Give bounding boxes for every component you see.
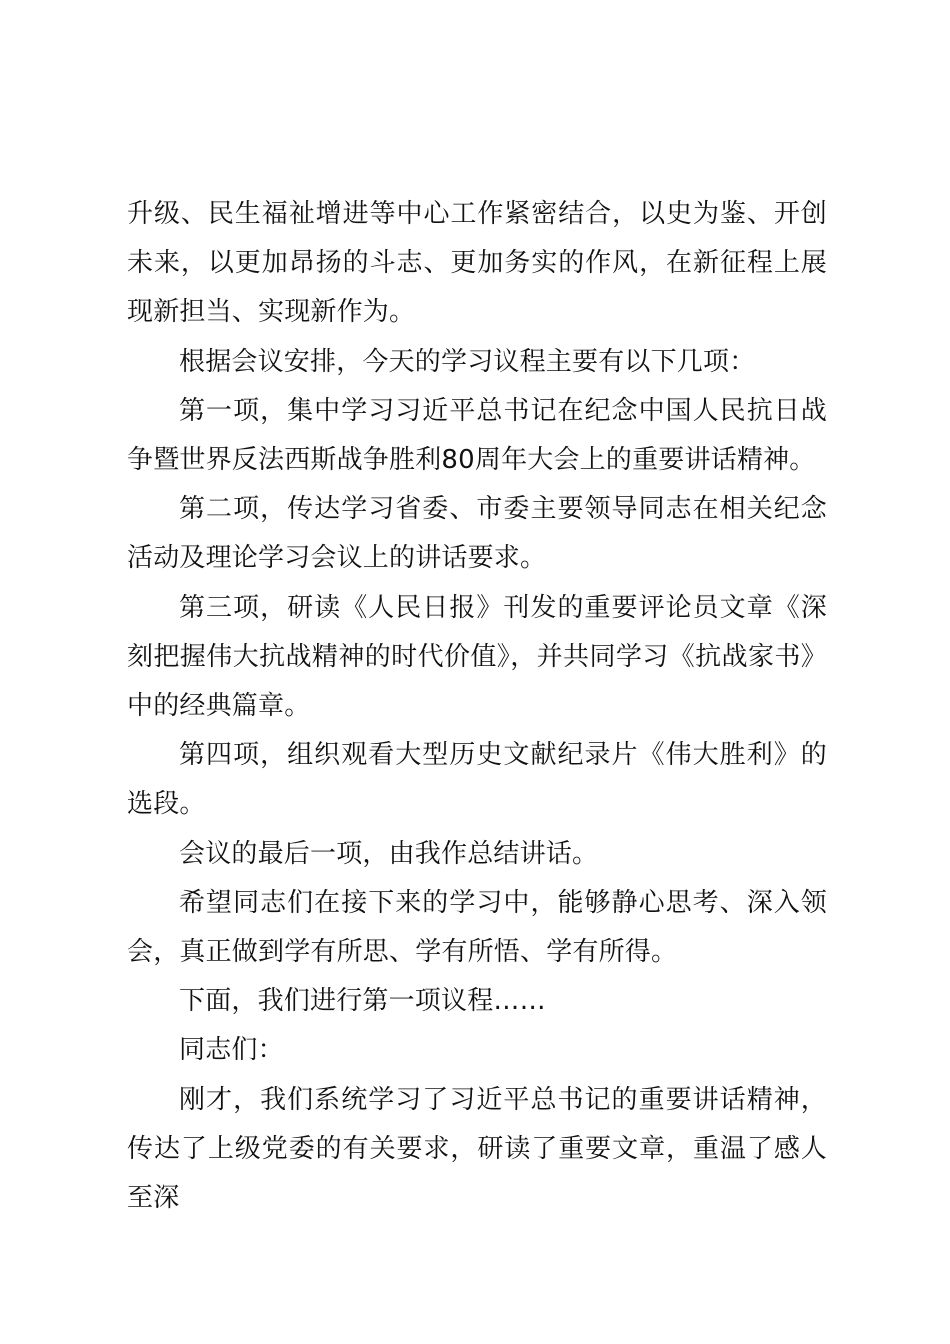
- paragraph-agenda-final: 会议的最后一项，由我作总结讲话。: [179, 838, 599, 869]
- paragraph-agenda-intro: 根据会议安排，今天的学习议程主要有以下几项：: [179, 346, 756, 377]
- paragraph-transition: 下面，我们进行第一项议程……: [179, 986, 546, 1017]
- paragraph-agenda-item-3: 第三项，研读《人民日报》刊发的重要评论员文章《深刻把握伟大抗战精神的时代价值》，并共同学习《抗战家书》中的经典篇章。: [127, 592, 827, 722]
- document-body: [127, 190, 827, 1223]
- paragraph-agenda-item-1: 第一项，集中学习习近平总书记在纪念中国人民抗日战争暨世界反法西斯战争胜利80周年大会上的重要讲话精神。: [127, 395, 827, 476]
- paragraph-summary-start: 刚才，我们系统学习了习近平总书记的重要讲话精神，传达了上级党委的有关要求，研读了重要文章，重温了感人至深: [127, 1084, 827, 1214]
- paragraph-agenda-item-2: 第二项，传达学习省委、市委主要领导同志在相关纪念活动及理论学习会议上的讲话要求。: [127, 494, 827, 574]
- paragraph-expectation: 希望同志们在接下来的学习中，能够静心思考、深入领会，真正做到学有所思、学有所悟、学有所得。: [127, 887, 827, 968]
- paragraph-continuation: 升级、民生福祉增进等中心工作紧密结合，以史为鉴、开创未来，以更加昂扬的斗志、更加务实的作风，在新征程上展现新担当、实现新作为。: [127, 199, 827, 328]
- paragraph-salutation: 同志们：: [179, 1035, 284, 1066]
- paragraph-agenda-item-4: 第四项，组织观看大型历史文献纪录片《伟大胜利》的选段。: [127, 740, 827, 820]
